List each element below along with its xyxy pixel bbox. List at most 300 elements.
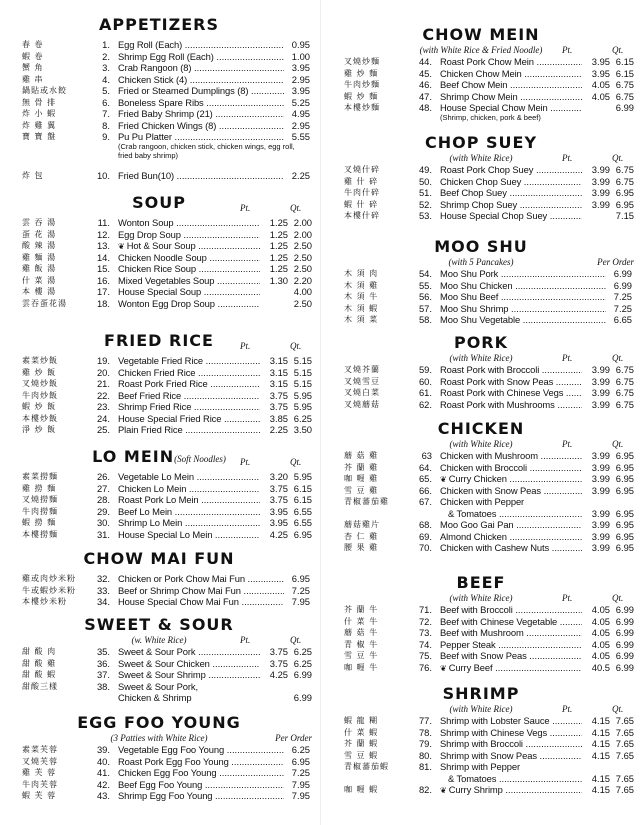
item-chinese-name: 雲吞蛋花湯 (22, 298, 67, 308)
item-name: Beef Chow Mein ..... (440, 79, 582, 91)
item-chinese-name: 叉燒白菜 (344, 388, 380, 397)
price-quart: 7.65 (615, 784, 634, 795)
price-quart: 6.75 (615, 164, 634, 175)
price-pint: 3.99 (591, 484, 610, 496)
item-chinese-name: 蝦 撈 麵 (22, 518, 57, 527)
item-number: 36. (96, 657, 110, 669)
item-number: 7. (102, 108, 110, 119)
menu-item (322, 738, 640, 750)
item-note: (Crab rangoon, chicken stick, chicken wings, egg roll, fried baby shrimp) (118, 141, 295, 160)
item-name: Pu Pu Platter ..... (118, 131, 284, 143)
item-chinese-name: 雞或肉炒米粉 (22, 574, 76, 583)
price-pint: 1.30 (269, 274, 288, 286)
price-pint: 3.95 (591, 67, 610, 79)
item-name: Beef with Broccoli ..... (440, 604, 582, 616)
item-chinese-name: 叉燒炒麵 (344, 57, 380, 66)
item-number: 76. (418, 661, 432, 673)
menu-item (322, 56, 640, 68)
menu-item (0, 517, 318, 529)
column-header-quart: Qt. (612, 439, 624, 449)
item-number: 2. (102, 50, 110, 62)
price-pint: 3.75 (269, 401, 288, 412)
column-header-quart: Qt. (290, 203, 302, 213)
item-name: Crab Rangoon (8) ..... (118, 62, 284, 74)
item-number: 45. (418, 67, 432, 79)
item-number: 82. (418, 784, 432, 795)
item-chinese-name: 雞 撈 麵 (22, 483, 57, 493)
menu-item (322, 303, 640, 315)
price-quart: 6.75 (615, 90, 634, 102)
item-name: Mixed Vegetables Soup ..... (118, 275, 260, 287)
item-name: Wonton Soup ..... (118, 217, 260, 229)
item-name: Chicken Stick (4) ..... (118, 74, 284, 86)
price-quart: 7.65 (615, 726, 634, 738)
item-number: 42. (96, 778, 110, 790)
item-name: Roast Pork with Mushrooms ..... (440, 399, 582, 411)
item-name: Chicken Fried Rice ..... (118, 367, 260, 379)
price-quart: 6.15 (615, 67, 634, 79)
item-name: Chicken Chow Mein ..... (440, 68, 582, 80)
item-chinese-name: 杏 仁 雞 (344, 531, 379, 541)
item-chinese-name: 本樓炒麵 (344, 103, 380, 112)
price-quart: 6.99 (615, 638, 634, 650)
item-number: 63 (421, 450, 432, 461)
item-number: 64. (418, 461, 432, 473)
item-chinese-name: 蝦 炒 飯 (22, 402, 57, 411)
price: 2.95 (291, 119, 310, 131)
menu-item (322, 376, 640, 388)
item-chinese-name: 蝦 什 碎 (344, 199, 379, 209)
item-name: Shrimp with Pepper (440, 761, 521, 772)
menu-item (322, 531, 640, 543)
price: 7.25 (291, 767, 310, 778)
menu-item (322, 68, 640, 80)
price-pint: 4.15 (591, 715, 610, 726)
item-number: 18. (96, 297, 110, 309)
menu-item (322, 750, 640, 762)
item-name: Fried Baby Shrimp (21) ..... (118, 108, 284, 120)
section-title-note: (Soft Noodles) (174, 454, 226, 464)
menu-item (322, 496, 640, 508)
item-chinese-name: 木 須 菜 (344, 315, 379, 324)
item-number: 1. (102, 39, 110, 50)
section-title: SWEET & SOUR (84, 615, 234, 634)
item-name: Shrimp Chow Mein ..... (440, 91, 582, 103)
price-pint: 3.99 (591, 198, 610, 210)
price-pint: 2.25 (269, 424, 288, 435)
item-number: 17. (96, 286, 110, 297)
column-header-quart: Qt. (290, 341, 302, 351)
item-name: Roast Pork Chow Mein ..... (440, 56, 582, 68)
item-chinese-name: 咖 喱 牛 (344, 662, 379, 672)
item-name: ❦ Curry Beef ..... (440, 662, 582, 675)
price: 5.55 (291, 131, 310, 142)
item-name: Shrimp with Lobster Sauce ..... (440, 715, 582, 727)
item-number: 3. (102, 62, 110, 73)
menu-item (0, 51, 318, 63)
price-quart: 6.15 (293, 482, 312, 494)
price-quart: 7.65 (615, 738, 634, 749)
price-pint: 4.05 (591, 638, 610, 650)
item-name: Chicken Rice Soup ..... (118, 263, 260, 275)
menu-item (322, 639, 640, 651)
item-chinese-name: 青椒蕃茄雞 (344, 497, 389, 506)
price-pint: 3.99 (591, 461, 610, 473)
item-name: Moo Shu Chicken ..... (440, 280, 606, 292)
price-pint: 3.15 (269, 366, 288, 378)
menu-item (0, 355, 318, 367)
item-note: (Shrimp, chicken, pork & beef) (440, 112, 541, 122)
price-quart: 6.55 (293, 505, 312, 517)
item-name: Moo Goo Gai Pan ..... (440, 519, 582, 531)
item-number: 65. (418, 473, 432, 484)
item-chinese-name: 甜 酸 雞 (22, 658, 57, 668)
column-divider (320, 0, 321, 825)
price-quart: 5.15 (293, 355, 312, 366)
item-chinese-name: 蝦 卷 (22, 51, 44, 61)
item-chinese-name: 雞 芙 蓉 (22, 768, 57, 777)
item-chinese-name: 什 菜 蝦 (344, 727, 379, 737)
item-number: 60. (418, 375, 432, 387)
item-chinese-name: 什 菜 湯 (22, 275, 57, 285)
price-pint: 3.95 (269, 517, 288, 528)
price-pint: 4.15 (591, 726, 610, 738)
item-chinese-name: 雞 什 碎 (344, 176, 379, 186)
price-pint: 3.95 (591, 56, 610, 67)
item-name: Shrimp Fried Rice ..... (118, 401, 260, 413)
item-name: Roast Pork Egg Foo Young ..... (118, 756, 284, 768)
item-number: 32. (96, 573, 110, 584)
item-name: Sweet & Sour Pork ..... (118, 646, 260, 658)
item-chinese-name: 雪 豆 蝦 (344, 750, 379, 760)
item-name: House Special Fried Rice ..... (118, 413, 260, 425)
menu-item (322, 399, 640, 411)
menu-item (0, 378, 318, 390)
menu-item (322, 616, 640, 628)
item-number: 74. (418, 638, 432, 650)
menu-item (0, 573, 318, 585)
menu-item (0, 217, 318, 229)
item-name: House Special Chow Mai Fun ..... (118, 596, 284, 608)
item-number: 75. (418, 650, 432, 661)
section-title: EGG FOO YOUNG (77, 713, 241, 732)
price-quart: 6.99 (615, 650, 634, 661)
menu-item (0, 97, 318, 109)
section-title: SHRIMP (442, 684, 520, 703)
menu-item (322, 604, 640, 616)
price: 2.95 (291, 73, 310, 85)
menu-item (322, 199, 640, 211)
item-number: 20. (96, 366, 110, 378)
price-pint: 3.85 (269, 412, 288, 424)
item-name: Chicken & Shrimp (118, 692, 192, 703)
price-quart: 5.95 (293, 389, 312, 401)
menu-item (0, 767, 318, 779)
item-number: 24. (96, 412, 110, 424)
section-title: PORK (453, 333, 509, 352)
price-pint: 4.15 (591, 749, 610, 761)
price-quart: 6.55 (293, 517, 312, 528)
price: 6.65 (613, 314, 632, 325)
item-number: 78. (418, 726, 432, 738)
price-pint: 4.05 (591, 650, 610, 661)
section-subtitle: (with White Rice) (449, 704, 513, 714)
item-name: ❦ Curry Chicken ..... (440, 473, 582, 486)
price-pint: 3.99 (591, 519, 610, 530)
price-pint: 3.99 (591, 450, 610, 461)
section-title: FRIED RICE (104, 331, 214, 350)
item-number: 80. (418, 749, 432, 761)
column-header-pint: Pt. (240, 457, 251, 467)
item-name: Beef Lo Mein ..... (118, 506, 260, 518)
item-number: 58. (418, 314, 432, 325)
item-chinese-name: 牛肉撈麵 (22, 506, 58, 516)
item-chinese-name: 叉燒雪豆 (344, 376, 380, 386)
price-quart: 6.75 (615, 398, 634, 410)
price-quart: 7.65 (615, 772, 634, 784)
item-number: 11. (97, 217, 110, 228)
item-number: 49. (418, 164, 432, 175)
item-number: 79. (418, 738, 432, 749)
menu-item (0, 367, 318, 379)
item-chinese-name: 叉燒什碎 (344, 165, 380, 174)
menu-item (0, 39, 318, 51)
section-title: BEEF (456, 573, 506, 592)
menu-item (322, 519, 640, 531)
item-number: 22. (96, 389, 110, 401)
menu-item (0, 681, 318, 693)
item-name: Vegetable Egg Foo Young ..... (118, 744, 284, 756)
menu-item (0, 494, 318, 506)
item-number: 72. (418, 615, 432, 627)
menu-item (0, 108, 318, 120)
price-quart: 6.15 (615, 56, 634, 67)
price: 3.95 (291, 62, 310, 73)
item-chinese-name: 芥 蘭 牛 (344, 605, 379, 614)
price: 3.95 (291, 85, 310, 96)
hot-spicy-icon: ❦ (118, 242, 127, 251)
item-chinese-name: 牛肉炒麵 (344, 80, 380, 89)
column-header-per-order: Per Order (275, 733, 312, 743)
item-chinese-name: 春 卷 (22, 40, 44, 49)
column-header-quart: Qt. (612, 153, 624, 163)
item-number: 52. (418, 198, 432, 210)
price-quart: 3.50 (293, 424, 312, 435)
item-chinese-name: 雪 豆 雞 (344, 485, 379, 495)
price-quart: 6.99 (615, 627, 634, 638)
menu-item (0, 401, 318, 413)
price-pint: 3.99 (591, 398, 610, 410)
column-header-pint: Pt. (562, 593, 573, 603)
item-chinese-name: 牛或蝦炒米粉 (22, 585, 76, 595)
item-chinese-name: 本 樓 湯 (22, 287, 57, 296)
item-chinese-name: 咖 喱 雞 (344, 474, 379, 483)
item-name: Moo Shu Beef ..... (440, 291, 606, 303)
price-quart: 6.95 (615, 461, 634, 473)
column-header-quart: Qt. (612, 353, 624, 363)
item-name: Egg Drop Soup ..... (118, 229, 260, 241)
price-quart: 2.20 (293, 274, 312, 286)
item-chinese-name: 本樓炒米粉 (22, 597, 67, 606)
price-pint: 3.75 (269, 657, 288, 669)
menu-item (322, 364, 640, 376)
item-name: Sweet & Sour Chicken ..... (118, 658, 260, 670)
section-title: CHICKEN (437, 419, 525, 438)
hot-spicy-icon: ❦ (440, 663, 449, 673)
menu-item (322, 387, 640, 399)
price-pint: 3.95 (269, 505, 288, 517)
item-name: Roast Pork with Snow Peas ..... (440, 376, 582, 388)
item-number: 14. (96, 251, 110, 263)
menu-item (322, 508, 640, 520)
price: 2.25 (291, 169, 310, 181)
price-pint: 1.25 (269, 240, 288, 251)
item-number: 55. (418, 279, 432, 291)
menu-item (322, 314, 640, 326)
price-quart: 6.99 (615, 604, 634, 615)
item-chinese-name: 青椒蕃茄蝦 (344, 762, 389, 771)
column-header-quart: Qt. (612, 593, 624, 603)
menu-item (322, 176, 640, 188)
item-chinese-name: 叉燒芙蓉 (22, 756, 58, 766)
item-name: Chicken Lo Mein ..... (118, 483, 260, 495)
menu-item (0, 74, 318, 86)
item-chinese-name: 木 須 牛 (344, 292, 379, 301)
item-name: Shrimp Lo Mein ..... (118, 517, 260, 529)
price: 1.00 (291, 50, 310, 62)
item-number: 62. (418, 398, 432, 410)
price-quart: 7.15 (615, 210, 634, 221)
item-chinese-name: 甜 酸 蝦 (22, 670, 57, 679)
price-quart: 4.00 (293, 286, 312, 297)
price-pint: 4.05 (591, 79, 610, 90)
menu-item (322, 542, 640, 554)
price: 7.95 (291, 596, 310, 607)
menu-item (0, 298, 318, 310)
price-quart: 6.75 (615, 387, 634, 398)
price-pint: 3.20 (269, 471, 288, 482)
menu-item (0, 413, 318, 425)
item-name: Beef with Chinese Vegetable ..... (440, 616, 582, 628)
price-quart: 6.99 (293, 669, 312, 680)
item-number: 19. (96, 355, 110, 366)
item-name: Chicken Chop Suey ..... (440, 176, 582, 188)
item-chinese-name: 什 菜 牛 (344, 616, 379, 626)
item-chinese-name: 蛋 花 湯 (22, 229, 57, 239)
price-quart: 6.95 (293, 528, 312, 540)
item-name: House Special Soup ..... (118, 286, 260, 298)
item-chinese-name: 雪 豆 牛 (344, 651, 379, 660)
price-pint: 3.99 (591, 364, 610, 375)
item-number: 31. (96, 528, 110, 540)
item-name: Shrimp with Snow Peas ..... (440, 750, 582, 762)
price-quart: 6.95 (615, 187, 634, 198)
price-pint: 4.05 (591, 615, 610, 627)
item-number: 38. (96, 680, 110, 692)
item-name: Roast Pork with Broccoli ..... (440, 364, 582, 376)
item-name: Chicken with Mushroom ..... (440, 450, 582, 462)
price-pint: 3.99 (591, 375, 610, 387)
item-number: 27. (96, 482, 110, 494)
price-quart: 6.75 (615, 79, 634, 90)
item-number: 57. (418, 302, 432, 314)
item-number: 43. (96, 790, 110, 801)
price: 7.25 (613, 291, 632, 302)
item-number: 73. (418, 627, 432, 638)
item-number: 12. (96, 228, 110, 240)
price-pint: 4.25 (269, 669, 288, 680)
menu-item (322, 650, 640, 662)
price-quart: 5.95 (293, 471, 312, 482)
price-pint: 3.99 (591, 187, 610, 198)
item-number: 21. (96, 378, 110, 389)
item-name: Plain Fried Rice ..... (118, 424, 260, 436)
item-chinese-name: 木 須 雞 (344, 280, 379, 290)
section-subtitle: (with White Rice & Fried Noodle) (419, 45, 543, 55)
item-name: Sweet & Sour Shrimp ..... (118, 669, 260, 681)
menu-item (0, 286, 318, 298)
item-number: 53. (418, 210, 432, 221)
item-chinese-name: 叉燒撈麵 (22, 495, 58, 504)
item-chinese-name: 炸 包 (22, 170, 44, 180)
price-pint: 3.99 (591, 542, 610, 553)
price-quart: 6.99 (615, 661, 634, 673)
section-subtitle: (3 Patties with White Rice) (110, 733, 208, 743)
price-pint: 4.05 (591, 90, 610, 102)
price-pint: 1.25 (269, 217, 288, 228)
item-chinese-name: 蟹 角 (22, 63, 44, 72)
price: 6.25 (291, 744, 310, 755)
item-chinese-name: 青 椒 牛 (344, 639, 379, 649)
item-chinese-name: 芥 蘭 雞 (344, 462, 379, 472)
item-name: Chicken with Snow Peas ..... (440, 485, 582, 497)
price: 6.95 (291, 755, 310, 767)
menu-item (0, 170, 318, 182)
price-pint: 1.25 (269, 251, 288, 263)
item-name: Almond Chicken ..... (440, 531, 582, 543)
price-quart: 6.95 (615, 450, 634, 461)
price-quart: 6.95 (615, 542, 634, 553)
item-name: Roast Pork Fried Rice ..... (118, 378, 260, 390)
item-name: Chicken Egg Foo Young ..... (118, 767, 284, 779)
item-chinese-name: 蝦 芙 蓉 (22, 791, 57, 800)
item-name: Chicken with Pepper (440, 496, 525, 507)
item-number: 8. (102, 119, 110, 131)
menu-item (322, 187, 640, 199)
menu-item (0, 779, 318, 791)
price: 7.95 (291, 778, 310, 790)
section-title: CHOW MAI FUN (83, 549, 235, 568)
item-chinese-name: 木 須 肉 (344, 269, 379, 278)
item-number: 71. (418, 604, 432, 615)
item-name: Shrimp Egg Roll (Each) ..... (118, 51, 284, 63)
price: 6.99 (613, 279, 632, 291)
menu-item (322, 715, 640, 727)
item-name: Pepper Steak ..... (440, 639, 582, 651)
item-name: Shrimp Chop Suey ..... (440, 199, 582, 211)
menu-item (0, 658, 318, 670)
price-quart: 6.25 (293, 646, 312, 657)
price-pint: 3.15 (269, 355, 288, 366)
menu-item (322, 210, 640, 222)
section-subtitle: (with White Rice) (449, 439, 513, 449)
item-name: Beef with Snow Peas ..... (440, 650, 582, 662)
item-number: 15. (96, 263, 110, 274)
item-name: Fried or Steamed Dumplings (8) ..... (118, 85, 284, 97)
menu-item (0, 252, 318, 264)
price-quart: 6.95 (615, 473, 634, 484)
menu-item (322, 761, 640, 773)
